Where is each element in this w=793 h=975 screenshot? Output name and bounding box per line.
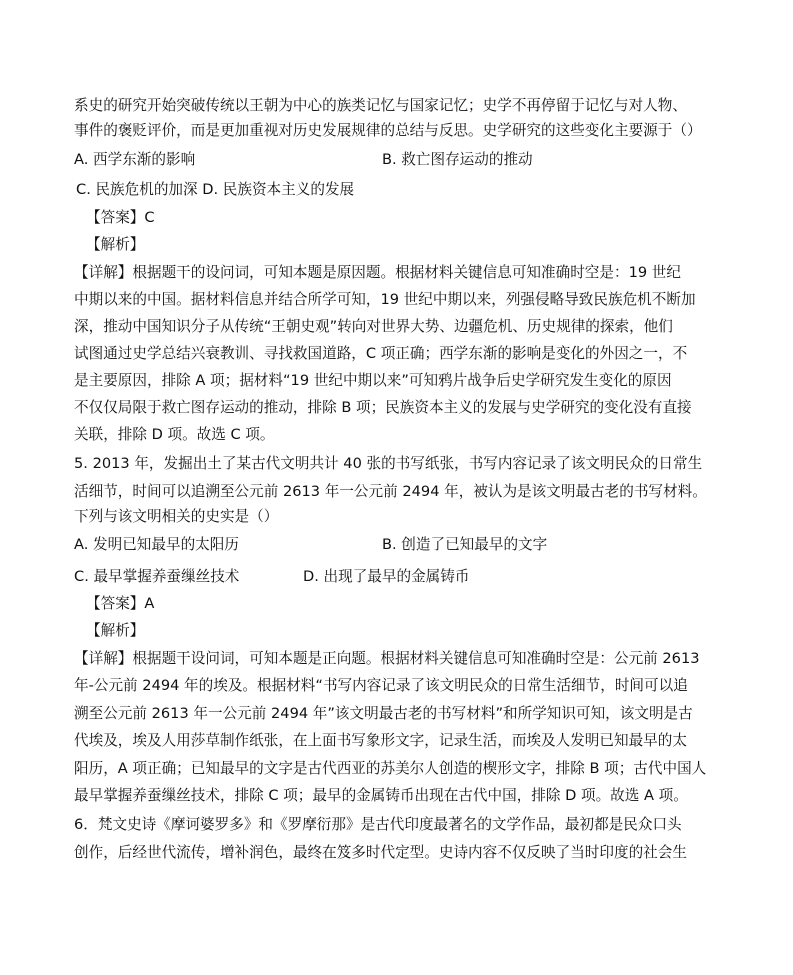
- q4-detail-line-1: 【详解】根据题干的设问词，可知本题是原因题。根据材料关键信息可知准确时空是：19 世纪: [74, 264, 681, 281]
- q6-stem-line-2: 创作，后经世代流传，增补润色，最终在笈多时代定型。史诗内容不仅反映了当时印度的社会生: [74, 844, 687, 861]
- q4-detail-line-3: 深，推动中国知识分子从传统“王朝史观”转向对世界大势、边疆危机、历史规律的探索，他们: [74, 318, 673, 335]
- q5-stem-line-2: 活细节，时间可以追溯至公元前 2613 年一公元前 2494 年，被认为是该文明最古老的书写材料。: [74, 483, 707, 500]
- q4-stem-line-2: 事件的褒贬评价，而是更加重视对历史发展规律的总结与反思。史学研究的这些变化主要源于（）: [74, 122, 702, 139]
- q5-stem-line-1: 5. 2013 年，发掘出土了某古代文明共计 40 张的书写纸张，书写内容记录了该文明民众的日常生: [74, 455, 703, 472]
- q4-option-b: B. 救亡图存运动的推动: [382, 151, 533, 168]
- q4-detail-line-5: 是主要原因，排除 A 项；据材料“19 世纪中期以来”可知鸦片战争后史学研究发生变化的原因: [74, 372, 672, 389]
- q6-stem-line-1: 6．梵文史诗《摩诃婆罗多》和《罗摩衍那》是古代印度最著名的文学作品，最初都是民众口头: [74, 816, 682, 833]
- q5-detail-line-6: 最早掌握养蚕缫丝技术，排除 C 项；最早的金属铸币出现在古代中国，排除 D 项。故选 A 项。: [74, 787, 688, 804]
- q4-detail-line-7: 关联，排除 D 项。故选 C 项。: [74, 426, 275, 443]
- q4-detail-line-6: 不仅仅局限于救亡图存运动的推动，排除 B 项；民族资本主义的发展与史学研究的变化没有直接: [74, 399, 692, 416]
- q5-option-d: D. 出现了最早的金属铸币: [303, 568, 470, 585]
- q4-detail-line-2: 中期以来的中国。据材料信息并结合所学可知，19 世纪中期以来，列强侵略导致民族危机不断加: [74, 291, 696, 308]
- q5-answer: 【答案】A: [86, 595, 155, 612]
- q5-detail-line-2: 年-公元前 2494 年的埃及。根据材料“书写内容记录了该文明民众的日常生活细节，时间可以追: [74, 677, 688, 694]
- q5-option-a: A. 发明已知最早的太阳历: [74, 536, 239, 553]
- q5-options-row-1: [74, 535, 734, 555]
- q5-detail-line-1: 【详解】根据题干设问词，可知本题是正向题。根据材料关键信息可知准确时空是：公元前 2613: [74, 650, 700, 667]
- q5-detail-line-5: 阳历，A 项正确；已知最早的文字是古代西亚的苏美尔人创造的楔形文字，排除 B 项；古代中国人: [74, 760, 707, 777]
- q4-option-cd: C. 民族危机的加深 D. 民族资本主义的发展: [76, 181, 355, 198]
- q5-detail-line-4: 代埃及，埃及人用莎草制作纸张，在上面书写象形文字，记录生活，而埃及人发明已知最早的太: [74, 732, 687, 749]
- q5-detail-line-3: 溯至公元前 2613 年一公元前 2494 年”该文明最古老的书写材料”和所学知识可知，该文明是古: [74, 705, 693, 722]
- q4-analysis-label: 【解析】: [86, 236, 145, 253]
- q4-stem-line-1: 系史的研究开始突破传统以王朝为中心的族类记忆与国家记忆；史学不再停留于记忆与对人物、: [74, 97, 687, 114]
- q5-option-b: B. 创造了已知最早的文字: [382, 536, 548, 553]
- q4-detail-line-4: 试图通过史学总结兴衰教训、寻找救国道路，C 项正确；西学东渐的影响是变化的外因之一，不: [74, 345, 688, 362]
- q5-options-row-2: [74, 567, 734, 587]
- q4-option-a: A. 西学东渐的影响: [74, 151, 196, 168]
- q5-stem-line-3: 下列与该文明相关的史实是（）: [74, 508, 279, 525]
- q5-analysis-label: 【解析】: [86, 622, 145, 639]
- q5-option-c: C. 最早掌握养蚕缫丝技术: [74, 568, 240, 585]
- q4-options-row-1: [74, 150, 734, 170]
- q4-answer: 【答案】C: [86, 209, 155, 226]
